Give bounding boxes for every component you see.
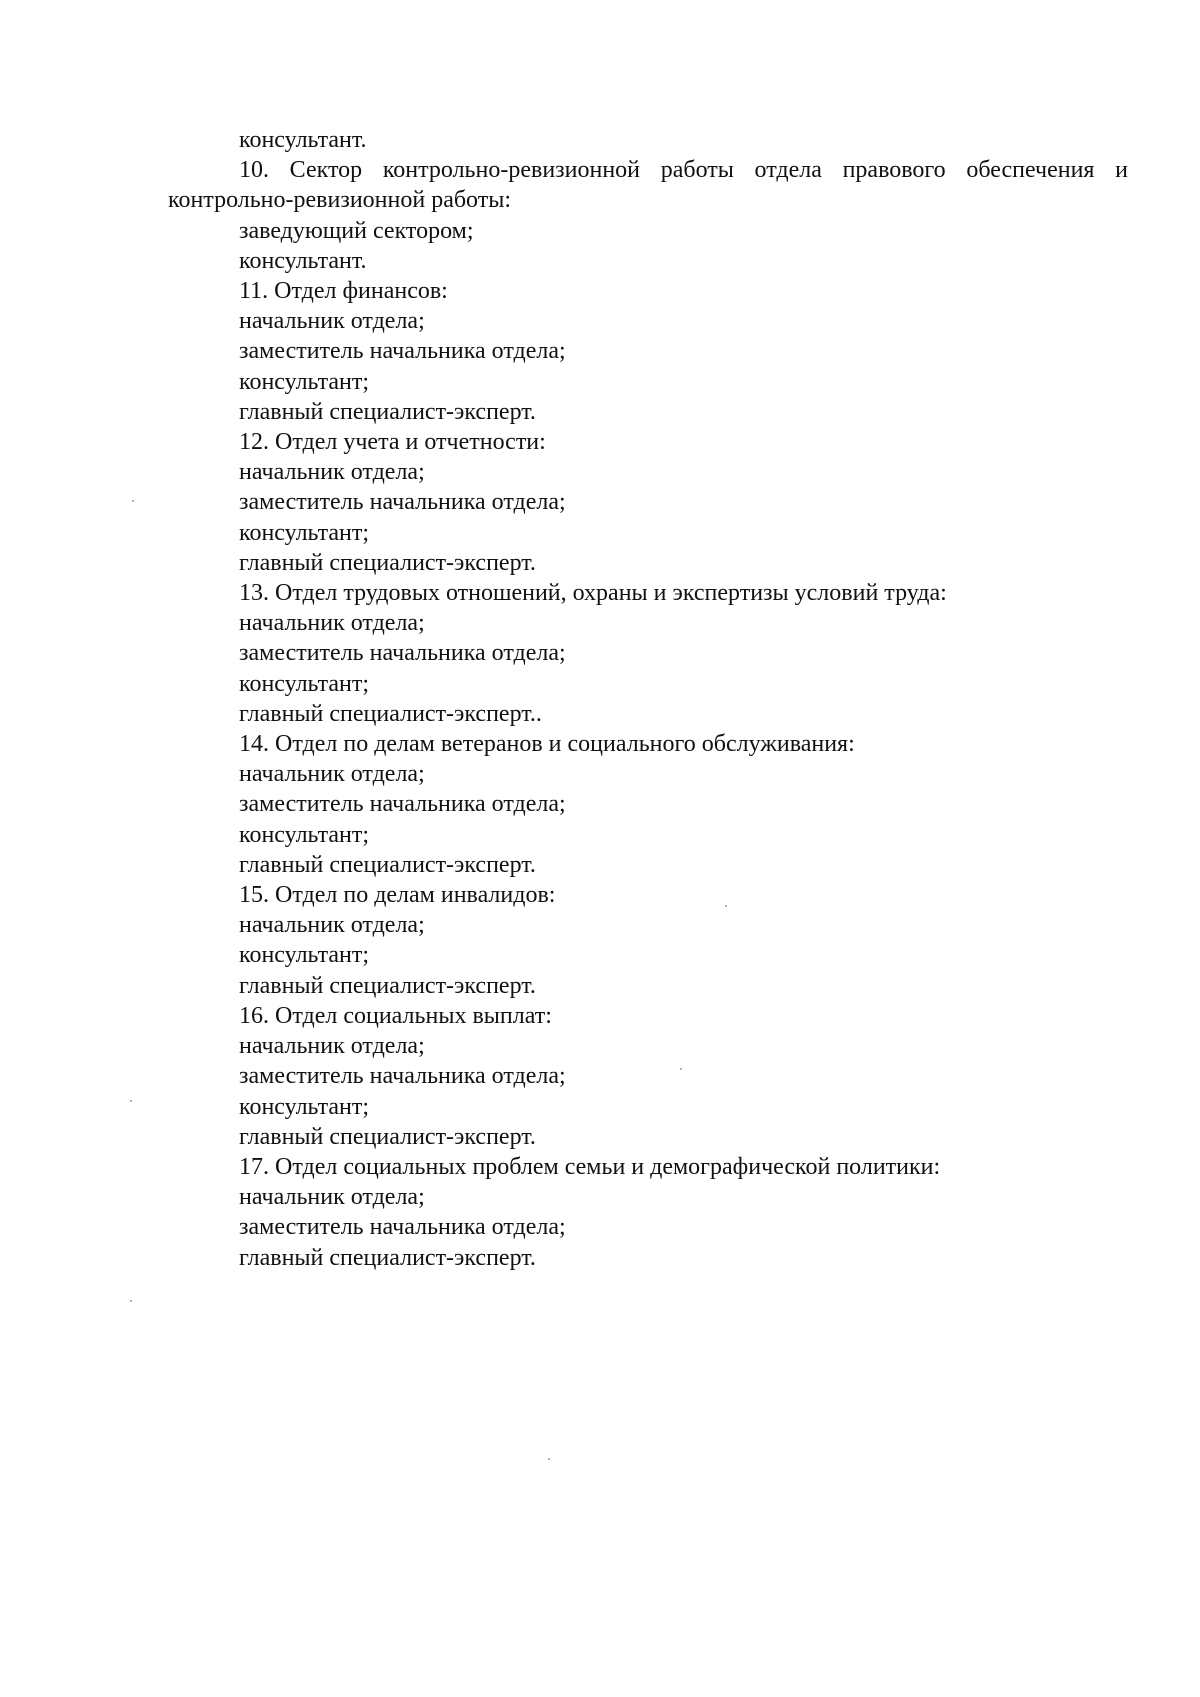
text-line: главный специалист-эксперт.. [239, 700, 542, 727]
section-heading-10: 10. Сектор контрольно-ревизионной работы отдела правового обеспечения и [239, 157, 1128, 184]
text-line: начальник отдела; [239, 761, 425, 788]
section-heading-14: 14. Отдел по делам ветеранов и социального обслуживания: [239, 731, 855, 758]
text-line: главный специалист-эксперт. [239, 1123, 536, 1150]
text-line: заместитель начальника отдела; [239, 791, 566, 818]
text-line: заместитель начальника отдела; [239, 1214, 566, 1241]
text-line: консультант; [239, 942, 370, 969]
text-line: главный специалист-эксперт. [239, 972, 536, 999]
section-heading-11: 11. Отдел финансов: [239, 278, 448, 305]
text-line: консультант; [239, 670, 370, 697]
section-heading-12: 12. Отдел учета и отчетности: [239, 429, 546, 456]
text-line: заместитель начальника отдела; [239, 1063, 566, 1090]
scan-speck [548, 1458, 550, 1460]
text-line: заместитель начальника отдела; [239, 640, 566, 667]
text-line: главный специалист-эксперт. [239, 549, 536, 576]
scan-speck [130, 1100, 132, 1102]
text-line: заведующий сектором; [239, 217, 474, 244]
text-line: начальник отдела; [239, 610, 425, 637]
section-heading-13: 13. Отдел трудовых отношений, охраны и экспертизы условий труда: [239, 580, 947, 607]
scan-speck [680, 1068, 682, 1070]
text-line: главный специалист-эксперт. [239, 851, 536, 878]
text-line: начальник отдела; [239, 1033, 425, 1060]
text-line: начальник отдела; [239, 308, 425, 335]
text-line: главный специалист-эксперт. [239, 398, 536, 425]
text-line: консультант; [239, 519, 370, 546]
text-line: консультант. [239, 247, 367, 274]
scan-speck [725, 905, 727, 907]
section-heading-17: 17. Отдел социальных проблем семьи и демографической политики: [239, 1153, 941, 1180]
text-line: консультант; [239, 821, 370, 848]
section-heading-16: 16. Отдел социальных выплат: [239, 1002, 552, 1029]
scan-speck [130, 1300, 132, 1302]
section-heading-10-continuation: контрольно-ревизионной работы: [168, 187, 512, 214]
text-line: консультант; [239, 368, 370, 395]
text-line: заместитель начальника отдела; [239, 338, 566, 365]
text-line: консультант. [239, 127, 367, 153]
text-line: начальник отдела; [239, 1184, 425, 1211]
text-line: главный специалист-эксперт. [239, 1244, 536, 1271]
scan-speck [132, 500, 134, 502]
document-body [168, 125, 1128, 1273]
section-heading-15: 15. Отдел по делам инвалидов: [239, 882, 556, 909]
text-line: консультант; [239, 1093, 370, 1120]
text-line: заместитель начальника отдела; [239, 489, 566, 516]
text-line: начальник отдела; [239, 912, 425, 939]
text-line: начальник отдела; [239, 459, 425, 486]
